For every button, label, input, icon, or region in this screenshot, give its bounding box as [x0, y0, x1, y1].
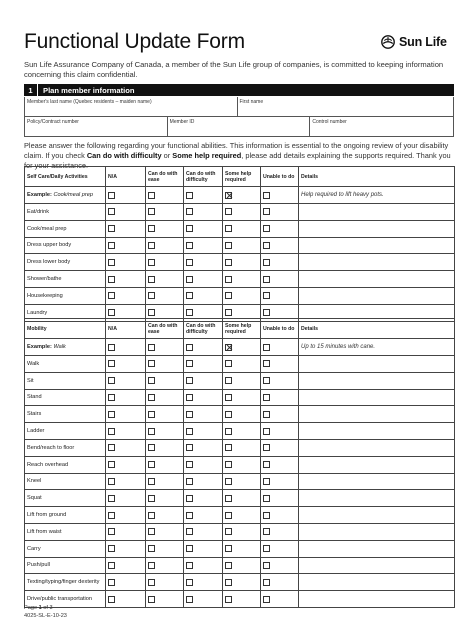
checkbox[interactable]: [148, 528, 155, 535]
activity-label: Bend/reach to floor: [25, 439, 106, 456]
details-field[interactable]: [299, 271, 455, 288]
example-row: [25, 187, 455, 204]
checkbox[interactable]: [263, 225, 270, 232]
checkbox[interactable]: [148, 344, 155, 351]
checkbox[interactable]: [108, 377, 115, 384]
mobility-table: [24, 318, 455, 608]
checkbox[interactable]: [263, 192, 270, 199]
checkbox[interactable]: [186, 276, 193, 283]
checkbox[interactable]: [263, 562, 270, 569]
details-field[interactable]: [299, 406, 455, 423]
member-id-label: Member ID: [169, 119, 195, 125]
checkbox-checked[interactable]: [225, 192, 232, 199]
instructions-text-1: Please answer the following regarding your functional abilities. This information is essential to the ongoing review of your disability claim. If you check: [24, 141, 449, 160]
col-difficulty: Can do with difficulty: [184, 319, 223, 339]
checkbox[interactable]: [148, 208, 155, 215]
table-row: [25, 507, 455, 524]
activity-label: Laundry: [25, 304, 106, 321]
checkbox[interactable]: [225, 225, 232, 232]
checkbox[interactable]: [108, 309, 115, 316]
activity-label: Texting/typing/finger dexterity: [25, 574, 106, 591]
col-difficulty: Can do with difficulty: [184, 167, 223, 187]
checkbox[interactable]: [148, 461, 155, 468]
checkbox[interactable]: [263, 461, 270, 468]
activity-label: Sit: [25, 372, 106, 389]
footer: [24, 604, 67, 620]
checkbox[interactable]: [148, 292, 155, 299]
checkbox[interactable]: [186, 344, 193, 351]
checkbox[interactable]: [108, 512, 115, 519]
checkbox[interactable]: [263, 444, 270, 451]
table-row: [25, 204, 455, 221]
col-ease: Can do with ease: [146, 319, 184, 339]
example-label: [25, 339, 106, 356]
details-field[interactable]: [299, 423, 455, 440]
checkbox[interactable]: [148, 579, 155, 586]
example-prefix: Example:: [27, 344, 52, 350]
checkbox[interactable]: [148, 309, 155, 316]
checkbox[interactable]: [186, 292, 193, 299]
instructions-bold-2: Some help required: [172, 151, 242, 160]
first-name-label: First name: [239, 99, 264, 105]
member-id-field[interactable]: [168, 117, 311, 136]
details-field[interactable]: [299, 204, 455, 221]
col-help: Some help required: [223, 319, 261, 339]
activity-label: Ladder: [25, 423, 106, 440]
table-row: [25, 557, 455, 574]
activity-label: Dress lower body: [25, 254, 106, 271]
checkbox[interactable]: [225, 242, 232, 249]
activity-label: Lift from waist: [25, 523, 106, 540]
checkbox[interactable]: [225, 444, 232, 451]
plan-member-fields: [24, 97, 454, 137]
self-care-rows: [25, 187, 455, 322]
mobility-header: Mobility: [25, 319, 106, 339]
checkbox[interactable]: [186, 545, 193, 552]
details-field[interactable]: [299, 389, 455, 406]
table-row: [25, 523, 455, 540]
activity-label: Squat: [25, 490, 106, 507]
activity-label: Stand: [25, 389, 106, 406]
instructions-bold-1: Can do with difficulty: [86, 151, 162, 160]
checkbox[interactable]: [148, 259, 155, 266]
activity-label: Stairs: [25, 406, 106, 423]
checkbox[interactable]: [148, 377, 155, 384]
checkbox[interactable]: [186, 512, 193, 519]
checkbox[interactable]: [263, 411, 270, 418]
logo-text: Sun Life: [399, 35, 447, 49]
col-unable: Unable to do: [261, 167, 299, 187]
self-care-table: [24, 166, 455, 322]
checkbox[interactable]: [225, 259, 232, 266]
checkbox[interactable]: [186, 461, 193, 468]
checkbox[interactable]: [186, 377, 193, 384]
checkbox[interactable]: [108, 242, 115, 249]
col-details: Details: [299, 319, 455, 339]
checkbox[interactable]: [186, 444, 193, 451]
details-field[interactable]: [299, 439, 455, 456]
checkbox[interactable]: [225, 512, 232, 519]
checkbox[interactable]: [186, 495, 193, 502]
col-na: N/A: [106, 167, 146, 187]
sun-life-logo-icon: [380, 34, 396, 50]
details-field[interactable]: [299, 540, 455, 557]
checkbox[interactable]: [263, 428, 270, 435]
checkbox[interactable]: [148, 360, 155, 367]
details-field[interactable]: [299, 490, 455, 507]
activity-label: Carry: [25, 540, 106, 557]
table-row: [25, 540, 455, 557]
example-activity: Walk: [53, 344, 66, 350]
checkbox[interactable]: [263, 242, 270, 249]
page-current: 1: [38, 605, 42, 611]
checkbox[interactable]: [108, 478, 115, 485]
checkbox[interactable]: [108, 192, 115, 199]
checkbox[interactable]: [148, 512, 155, 519]
example-activity: Cook/meal prep: [53, 192, 93, 198]
activity-label: Lift from ground: [25, 507, 106, 524]
details-field[interactable]: [299, 591, 455, 608]
details-field[interactable]: [299, 287, 455, 304]
checkbox[interactable]: [225, 394, 232, 401]
form-title: Functional Update Form: [24, 30, 245, 53]
activity-label: Housekeeping: [25, 287, 106, 304]
checkbox[interactable]: [225, 292, 232, 299]
checkbox[interactable]: [263, 512, 270, 519]
details-field[interactable]: [299, 372, 455, 389]
checkbox[interactable]: [108, 461, 115, 468]
table-row: [25, 406, 455, 423]
details-field[interactable]: [299, 523, 455, 540]
page-number: [24, 604, 67, 612]
table-row: [25, 591, 455, 608]
checkbox[interactable]: [186, 259, 193, 266]
details-field[interactable]: [299, 507, 455, 524]
checkbox[interactable]: [148, 428, 155, 435]
checkbox[interactable]: [263, 528, 270, 535]
checkbox[interactable]: [148, 394, 155, 401]
checkbox[interactable]: [263, 344, 270, 351]
checkbox[interactable]: [108, 292, 115, 299]
checkbox[interactable]: [108, 208, 115, 215]
checkbox[interactable]: [225, 495, 232, 502]
checkbox[interactable]: [225, 309, 232, 316]
details-field[interactable]: [299, 237, 455, 254]
checkbox[interactable]: [148, 276, 155, 283]
checkbox[interactable]: [108, 444, 115, 451]
activity-label: Dress upper body: [25, 237, 106, 254]
details-field[interactable]: [299, 473, 455, 490]
checkbox[interactable]: [263, 495, 270, 502]
checkbox[interactable]: [263, 545, 270, 552]
checkbox[interactable]: [186, 394, 193, 401]
checkbox[interactable]: [225, 579, 232, 586]
checkbox[interactable]: [225, 461, 232, 468]
example-details: Up to 15 minutes with cane.: [299, 339, 455, 356]
col-ease: Can do with ease: [146, 167, 184, 187]
checkbox[interactable]: [108, 428, 115, 435]
checkbox[interactable]: [108, 596, 115, 603]
checkbox[interactable]: [225, 360, 232, 367]
checkbox[interactable]: [225, 411, 232, 418]
checkbox[interactable]: [225, 276, 232, 283]
example-row: [25, 339, 455, 356]
sun-life-logo: [380, 34, 447, 50]
activity-label: Shower/bathe: [25, 271, 106, 288]
table-row: [25, 271, 455, 288]
activity-label: Cook/meal prep: [25, 220, 106, 237]
table-row: [25, 456, 455, 473]
col-unable: Unable to do: [261, 319, 299, 339]
table-row: [25, 439, 455, 456]
table-row: [25, 220, 455, 237]
checkbox[interactable]: [148, 562, 155, 569]
checkbox[interactable]: [225, 545, 232, 552]
policy-number-label: Policy/Contract number: [27, 119, 79, 125]
checkbox[interactable]: [148, 478, 155, 485]
checkbox[interactable]: [225, 208, 232, 215]
checkbox[interactable]: [148, 411, 155, 418]
activity-label: Drive/public transportation: [25, 591, 106, 608]
checkbox[interactable]: [108, 225, 115, 232]
checkbox[interactable]: [148, 242, 155, 249]
checkbox[interactable]: [186, 225, 193, 232]
checkbox[interactable]: [225, 478, 232, 485]
checkbox[interactable]: [148, 444, 155, 451]
checkbox[interactable]: [263, 596, 270, 603]
instructions-text-3: , please add details explaining the supports required. Thank you for your assistance.: [24, 151, 451, 170]
checkbox[interactable]: [186, 242, 193, 249]
table-row: [25, 237, 455, 254]
checkbox[interactable]: [225, 562, 232, 569]
policy-number-field[interactable]: [25, 117, 168, 136]
activity-label: Walk: [25, 356, 106, 373]
checkbox[interactable]: [263, 579, 270, 586]
details-field[interactable]: [299, 557, 455, 574]
activity-label: Eat/drink: [25, 204, 106, 221]
checkbox[interactable]: [225, 377, 232, 384]
checkbox[interactable]: [148, 192, 155, 199]
checkbox-checked[interactable]: [225, 344, 232, 351]
page-prefix: Page: [24, 605, 39, 611]
checkbox[interactable]: [108, 562, 115, 569]
table-row: [25, 356, 455, 373]
table-row: [25, 473, 455, 490]
details-field[interactable]: [299, 220, 455, 237]
last-name-field[interactable]: [25, 97, 238, 116]
checkbox[interactable]: [108, 545, 115, 552]
activity-label: Reach overhead: [25, 456, 106, 473]
instructions-text-2: or: [161, 151, 173, 160]
checkbox[interactable]: [186, 528, 193, 535]
checkbox[interactable]: [186, 478, 193, 485]
table-row: [25, 287, 455, 304]
checkbox[interactable]: [186, 596, 193, 603]
details-field[interactable]: [299, 254, 455, 271]
checkbox[interactable]: [263, 276, 270, 283]
checkbox[interactable]: [263, 208, 270, 215]
table-row: [25, 490, 455, 507]
checkbox[interactable]: [263, 259, 270, 266]
checkbox[interactable]: [108, 579, 115, 586]
checkbox[interactable]: [225, 528, 232, 535]
activity-label: Kneel: [25, 473, 106, 490]
checkbox[interactable]: [263, 309, 270, 316]
checkbox[interactable]: [108, 344, 115, 351]
table-row: [25, 423, 455, 440]
details-field[interactable]: [299, 456, 455, 473]
details-field[interactable]: [299, 356, 455, 373]
checkbox[interactable]: [148, 495, 155, 502]
checkbox[interactable]: [263, 360, 270, 367]
table-row: [25, 574, 455, 591]
control-number-field[interactable]: [310, 117, 454, 136]
checkbox[interactable]: [108, 528, 115, 535]
details-field[interactable]: [299, 574, 455, 591]
checkbox[interactable]: [148, 225, 155, 232]
self-care-header: Self Care/Daily Activities: [25, 167, 106, 187]
first-name-field[interactable]: [238, 97, 455, 116]
checkbox[interactable]: [225, 596, 232, 603]
checkbox[interactable]: [263, 377, 270, 384]
section-1-header: [24, 84, 454, 96]
checkbox[interactable]: [148, 545, 155, 552]
intro-text: Sun Life Assurance Company of Canada, a member of the Sun Life group of companies, is committed to keeping information concerning this claim confidential.: [24, 60, 444, 79]
control-number-label: Control number: [312, 119, 347, 125]
activity-label: Push/pull: [25, 557, 106, 574]
checkbox[interactable]: [108, 394, 115, 401]
section-number: 1: [24, 84, 38, 96]
checkbox[interactable]: [263, 478, 270, 485]
mobility-rows: [25, 339, 455, 608]
table-row: [25, 372, 455, 389]
checkbox[interactable]: [108, 360, 115, 367]
checkbox[interactable]: [186, 192, 193, 199]
checkbox[interactable]: [108, 276, 115, 283]
form-code: 4025-SL-E-10-23: [24, 613, 67, 619]
checkbox[interactable]: [108, 411, 115, 418]
last-name-label: Member's last name (Quebec residents – maiden name): [27, 99, 152, 105]
checkbox[interactable]: [263, 394, 270, 401]
checkbox[interactable]: [263, 292, 270, 299]
col-help: Some help required: [223, 167, 261, 187]
checkbox[interactable]: [108, 495, 115, 502]
example-prefix: Example:: [27, 192, 52, 198]
checkbox[interactable]: [225, 428, 232, 435]
page-suffix: of 3: [41, 605, 53, 611]
checkbox[interactable]: [186, 208, 193, 215]
col-details: Details: [299, 167, 455, 187]
checkbox[interactable]: [186, 562, 193, 569]
example-label: [25, 187, 106, 204]
checkbox[interactable]: [186, 579, 193, 586]
checkbox[interactable]: [148, 596, 155, 603]
table-row: [25, 389, 455, 406]
checkbox[interactable]: [108, 259, 115, 266]
col-na: N/A: [106, 319, 146, 339]
checkbox[interactable]: [186, 309, 193, 316]
checkbox[interactable]: [186, 428, 193, 435]
checkbox[interactable]: [186, 411, 193, 418]
checkbox[interactable]: [186, 360, 193, 367]
example-details: Help required to lift heavy pots.: [299, 187, 455, 204]
table-row: [25, 254, 455, 271]
section-title: Plan member information: [43, 85, 135, 95]
